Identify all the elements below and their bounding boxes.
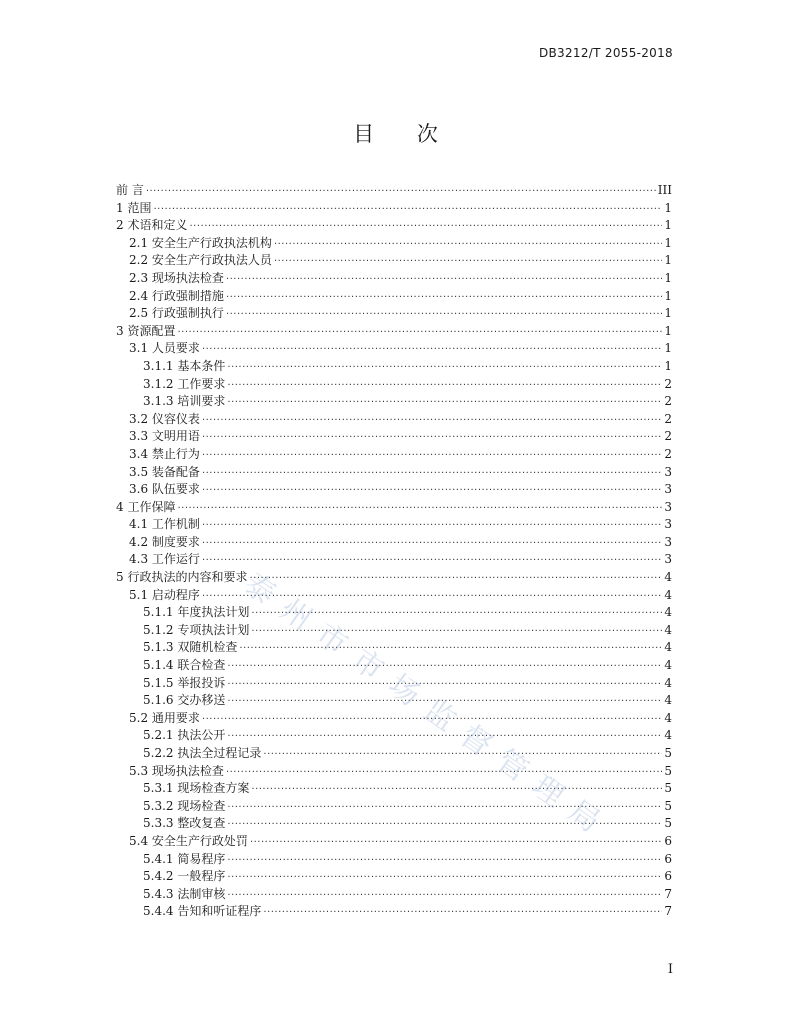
toc-leader-dots: [227, 676, 662, 694]
toc-entry[interactable]: [116, 886, 672, 904]
toc-leader-dots: [226, 306, 662, 324]
toc-entry-number: 5.4.1: [143, 851, 174, 866]
toc-entry-number: 3.4: [129, 446, 149, 461]
toc-entry-number: 3.1: [129, 341, 149, 356]
toc-entry-number: 5.3.1: [143, 781, 174, 796]
toc-entry-number: 3.1.3: [143, 394, 174, 409]
toc-entry[interactable]: [116, 428, 672, 446]
toc-entry-label: [143, 868, 225, 886]
toc-entry-title: 整改复查: [177, 816, 226, 831]
toc-entry-page: 1: [664, 253, 672, 268]
toc-leader-dots: [227, 869, 662, 887]
toc-entry-label: [143, 675, 225, 693]
toc-entry-number: 5: [116, 570, 124, 585]
toc-entry-number: 5.4: [129, 833, 149, 848]
toc-entry[interactable]: [116, 639, 672, 657]
toc-entry-title: 安全生产行政执法人员: [151, 253, 272, 268]
toc-entry-number: 5.1.6: [143, 693, 174, 708]
toc-leader-dots: [239, 640, 662, 658]
toc-entry-page: 3: [664, 517, 672, 532]
toc-leader-dots: [202, 535, 662, 553]
toc-entry-number: 3: [116, 323, 124, 338]
toc-entry-number: 1: [116, 200, 124, 215]
toc-entry-page: 5: [664, 816, 672, 831]
toc-entry-title: 启动程序: [151, 587, 200, 602]
toc-entry[interactable]: [116, 604, 672, 622]
toc-leader-dots: [177, 324, 662, 342]
toc-leader-dots: [226, 764, 662, 782]
toc-entry-title: 仪容仪表: [151, 411, 200, 426]
toc-entry-label: [143, 903, 261, 921]
toc-entry-page: 4: [664, 640, 672, 655]
toc-entry[interactable]: [116, 657, 672, 675]
toc-entry[interactable]: [116, 464, 672, 482]
toc-entry[interactable]: [116, 815, 672, 833]
toc-entry[interactable]: [116, 323, 672, 341]
toc-entry[interactable]: [116, 288, 672, 306]
toc-leader-dots: [177, 500, 662, 518]
page-number: I: [667, 962, 673, 977]
toc-entry-label: [143, 798, 225, 816]
toc-entry-label: [129, 833, 248, 851]
toc-entry-title: 行政执法的内容和要求: [127, 570, 248, 585]
toc-entry[interactable]: [116, 727, 672, 745]
toc-entry[interactable]: [116, 200, 672, 218]
toc-entry-title: 现场检查: [177, 798, 226, 813]
toc-entry-number: 2: [116, 218, 124, 233]
toc-entry-title: 工作运行: [151, 552, 200, 567]
toc-entry-title: 安全生产行政执法机构: [151, 235, 272, 250]
toc-entry[interactable]: [116, 411, 672, 429]
toc-leader-dots: [227, 728, 662, 746]
toc-entry-page: 1: [664, 358, 672, 373]
toc-entry-number: 2.3: [129, 270, 149, 285]
toc-entry-page: 2: [664, 376, 672, 391]
toc-leader-dots: [249, 570, 662, 588]
toc-leader-dots: [189, 218, 662, 236]
toc-leader-dots: [202, 429, 662, 447]
toc-entry[interactable]: [116, 376, 672, 394]
toc-entry[interactable]: [116, 499, 672, 517]
toc-entry[interactable]: [116, 481, 672, 499]
toc-entry-label: [129, 710, 200, 728]
toc-entry-title: 执法公开: [177, 728, 226, 743]
toc-entry-number: 5.1: [129, 587, 149, 602]
toc-entry-page: 1: [664, 341, 672, 356]
toc-entry[interactable]: [116, 217, 672, 235]
toc-entry-title: 资源配置: [127, 323, 176, 338]
toc-entry-page: 4: [664, 587, 672, 602]
toc-entry-label: [143, 376, 225, 394]
toc-entry-title: 简易程序: [177, 851, 226, 866]
toc-entry-title: 行政强制措施: [151, 288, 224, 303]
toc-entry-page: 3: [664, 552, 672, 567]
toc-entry-page: 1: [664, 218, 672, 233]
toc-entry-number: 2.5: [129, 306, 149, 321]
toc-leader-dots: [227, 887, 662, 905]
toc-entry-title: 禁止行为: [151, 446, 200, 461]
toc-entry-label: [129, 464, 200, 482]
toc-entry[interactable]: [116, 551, 672, 569]
toc-entry-label: [116, 323, 175, 341]
toc-entry-title: 执法全过程记录: [177, 746, 262, 760]
toc-leader-dots: [202, 447, 662, 465]
toc-entry-label: [129, 481, 200, 499]
toc-entry[interactable]: [116, 868, 672, 886]
toc-entry-page: 5: [664, 763, 672, 778]
toc-entry-title: 现场执法检查: [151, 763, 224, 778]
toc-entry-page: 4: [664, 693, 672, 708]
toc-leader-dots: [251, 781, 662, 799]
toc-entry-number: 3.2: [129, 411, 149, 426]
toc-leader-dots: [227, 816, 662, 834]
toc-entry-label: [129, 340, 200, 358]
toc-entry-number: 5.2.2: [143, 746, 174, 760]
toc-entry-number: 5.4.4: [143, 904, 174, 919]
toc-entry-label: [143, 393, 225, 411]
toc-entry-number: 2.2: [129, 253, 149, 268]
toc-entry-number: 4.2: [129, 534, 149, 549]
toc-entry-label: [143, 851, 225, 869]
toc-entry-label: [129, 270, 224, 288]
toc-entry-label: [129, 551, 200, 569]
toc-leader-dots: [202, 517, 662, 535]
toc-entry-page: 4: [664, 710, 672, 725]
toc-entry-page: 1: [664, 270, 672, 285]
toc-entry-title: 现场检查方案: [177, 781, 250, 796]
toc-entry-title: 行政强制执行: [151, 306, 224, 321]
toc-entry[interactable]: [116, 903, 672, 921]
toc-entry-number: 5.3.2: [143, 798, 174, 813]
toc-entry-page: 5: [664, 781, 672, 796]
toc-entry-label: [143, 657, 225, 675]
toc-leader-dots: [263, 746, 662, 764]
toc-entry-page: 1: [664, 235, 672, 250]
toc-entry-page: 4: [664, 605, 672, 620]
toc-leader-dots: [202, 482, 662, 500]
toc-entry[interactable]: [116, 833, 672, 851]
toc-entry-page: 4: [664, 675, 672, 690]
toc-entry-number: 5.4.3: [143, 886, 174, 901]
toc-entry-label: [129, 763, 224, 781]
toc-entry[interactable]: [116, 270, 672, 288]
toc-entry-number: 5.1.3: [143, 640, 174, 655]
toc-entry-title: 现场执法检查: [151, 270, 224, 285]
toc-entry-number: 3.6: [129, 482, 149, 497]
toc-entry-title: 范围: [127, 200, 152, 215]
toc-leader-dots: [227, 377, 662, 395]
toc-entry-page: 7: [664, 886, 672, 901]
toc-entry-title: 交办移送: [177, 693, 226, 708]
toc-entry-number: 4.3: [129, 552, 149, 567]
toc-entry-title: 术语和定义: [127, 218, 188, 233]
toc-entry[interactable]: [116, 305, 672, 323]
toc-entry-number: 5.2: [129, 710, 149, 725]
toc-leader-dots: [263, 904, 662, 922]
toc-leader-dots: [202, 465, 662, 483]
toc-entry-label: [143, 358, 225, 376]
toc-entry-number: 3.5: [129, 464, 149, 479]
toc-entry-page: 5: [664, 798, 672, 813]
toc-entry-label: [129, 587, 200, 605]
toc-entry-title: 双随机检查: [177, 640, 238, 655]
toc-entry-page: 3: [664, 464, 672, 479]
toc-entry-page: 1: [664, 323, 672, 338]
toc-entry-label: [116, 569, 247, 587]
watermark: 泰州市市场监督管理局: [237, 566, 618, 848]
toc-leader-dots: [153, 201, 662, 219]
toc-entry-label: [143, 622, 249, 640]
toc-entry-title: 一般程序: [177, 869, 226, 884]
toc-leader-dots: [202, 552, 662, 570]
toc-entry-page: 1: [664, 288, 672, 303]
toc-entry-label: [143, 727, 225, 745]
toc-entry-number: 3.3: [129, 429, 149, 444]
toc-entry-page: 3: [664, 499, 672, 514]
toc-entry-page: 2: [664, 446, 672, 461]
toc-entry[interactable]: [116, 358, 672, 376]
toc-entry-title: 联合检查: [177, 658, 226, 673]
toc-entry-label: [129, 288, 224, 306]
toc-entry[interactable]: [116, 622, 672, 640]
toc-leader-dots: [227, 693, 662, 711]
toc-entry-page: 4: [664, 570, 672, 585]
toc-entry-title: 年度执法计划: [177, 605, 250, 620]
toc-entry[interactable]: [116, 393, 672, 411]
toc-entry-title: 装备配备: [151, 464, 200, 479]
toc-entry-label: [129, 235, 272, 253]
toc-entry[interactable]: [116, 798, 672, 816]
toc-entry-label: [116, 217, 187, 235]
toc-entry-label: [143, 886, 225, 904]
toc-entry-number: 5.3.3: [143, 816, 174, 831]
toc-entry-label: [129, 252, 272, 270]
toc-entry-label: [143, 692, 225, 710]
toc-entry-label: [116, 182, 144, 200]
toc-entry-label: [129, 534, 200, 552]
toc-leader-dots: [227, 394, 662, 412]
toc-leader-dots: [226, 289, 662, 307]
toc-entry[interactable]: [116, 569, 672, 587]
toc-entry-page: 4: [664, 728, 672, 743]
toc-entry-label: [129, 516, 200, 534]
toc-entry-label: [129, 428, 200, 446]
toc-entry-title: 告知和听证程序: [177, 904, 262, 919]
toc-leader-dots: [202, 341, 662, 359]
toc-entry[interactable]: [116, 710, 672, 728]
toc-entry-page: 5: [664, 746, 672, 760]
toc-entry-number: 5.2.1: [143, 728, 174, 743]
toc-entry-label: [143, 815, 225, 833]
toc-entry[interactable]: [116, 745, 672, 763]
toc-leader-dots: [227, 658, 662, 676]
toc-entry-title: 安全生产行政处罚: [151, 833, 248, 848]
toc-entry-page: 2: [664, 429, 672, 444]
toc-entry[interactable]: [116, 235, 672, 253]
toc-entry-number: 4: [116, 499, 124, 514]
toc-entry-page: 6: [664, 869, 672, 884]
toc-entry-label: [143, 604, 249, 622]
toc-leader-dots: [251, 623, 662, 641]
toc-entry-number: 5.1.2: [143, 622, 174, 637]
toc-leader-dots: [202, 412, 662, 430]
page-title: 目 次: [353, 122, 456, 146]
toc-entry-page: 2: [664, 411, 672, 426]
toc-entry-label: [116, 200, 151, 218]
toc-leader-dots: [274, 236, 662, 254]
toc-entry[interactable]: [116, 587, 672, 605]
toc-leader-dots: [227, 852, 662, 870]
toc-leader-dots: [251, 605, 662, 623]
toc-leader-dots: [227, 359, 662, 377]
toc-entry-title: 工作要求: [177, 376, 226, 391]
table-of-contents: [116, 182, 672, 921]
toc-entry-label: [143, 745, 261, 763]
toc-entry-page: 3: [664, 534, 672, 549]
toc-entry-number: 5.1.5: [143, 675, 174, 690]
toc-entry-number: 5.1.4: [143, 658, 174, 673]
toc-entry-label: [143, 639, 237, 657]
toc-entry-label: [129, 305, 224, 323]
toc-entry-number: 2.4: [129, 288, 149, 303]
toc-entry-number: 4.1: [129, 517, 149, 532]
toc-entry-number: 3.1.1: [143, 358, 174, 373]
toc-entry-number: 3.1.2: [143, 376, 174, 391]
toc-entry[interactable]: [116, 851, 672, 869]
toc-entry[interactable]: [116, 692, 672, 710]
toc-leader-dots: [227, 799, 662, 817]
toc-entry[interactable]: [116, 763, 672, 781]
toc-entry-title: 举报投诉: [177, 675, 226, 690]
toc-leader-dots: [146, 183, 656, 201]
toc-entry-page: 4: [664, 622, 672, 637]
toc-entry[interactable]: [116, 252, 672, 270]
toc-entry-title: 法制审核: [177, 886, 226, 901]
toc-entry-number: 5.1.1: [143, 605, 174, 620]
toc-entry-number: 5.4.2: [143, 869, 174, 884]
toc-entry[interactable]: [116, 340, 672, 358]
toc-entry-page: 1: [664, 200, 672, 215]
toc-entry[interactable]: [116, 446, 672, 464]
toc-entry-page: 1: [664, 306, 672, 321]
toc-entry-title: 基本条件: [177, 358, 226, 373]
toc-entry-title: 工作保障: [127, 499, 176, 514]
standard-code: DB3212/T 2055-2018: [538, 46, 673, 60]
toc-entry-title: 人员要求: [151, 341, 200, 356]
toc-entry-page: 2: [664, 394, 672, 409]
toc-entry-label: [129, 446, 200, 464]
toc-entry-page: 4: [664, 658, 672, 673]
toc-entry-page: III: [657, 183, 672, 197]
toc-entry-page: 7: [664, 904, 672, 919]
toc-entry-title: 专项执法计划: [177, 622, 250, 637]
toc-entry-title: 制度要求: [151, 534, 200, 549]
toc-entry[interactable]: [116, 780, 672, 798]
toc-entry-label: [116, 499, 175, 517]
toc-entry-number: 2.1: [129, 235, 149, 250]
toc-entry-label: [143, 780, 249, 798]
toc-entry[interactable]: [116, 516, 672, 534]
toc-entry[interactable]: [116, 675, 672, 693]
toc-entry[interactable]: [116, 534, 672, 552]
toc-leader-dots: [226, 271, 662, 289]
toc-entry-title: 队伍要求: [151, 482, 200, 497]
toc-leader-dots: [274, 253, 662, 271]
toc-leader-dots: [250, 834, 662, 852]
toc-entry[interactable]: [116, 182, 672, 200]
toc-leader-dots: [202, 588, 662, 606]
toc-entry-title: 文明用语: [151, 429, 200, 444]
toc-entry-title: 培训要求: [177, 394, 226, 409]
toc-entry-page: 6: [664, 851, 672, 866]
toc-leader-dots: [202, 711, 662, 729]
toc-entry-number: 5.3: [129, 763, 149, 778]
toc-entry-title: 通用要求: [151, 710, 200, 725]
toc-entry-number: 前 言: [116, 183, 144, 197]
toc-entry-page: 3: [664, 482, 672, 497]
toc-entry-label: [129, 411, 200, 429]
toc-entry-page: 6: [664, 833, 672, 848]
toc-entry-title: 工作机制: [151, 517, 200, 532]
